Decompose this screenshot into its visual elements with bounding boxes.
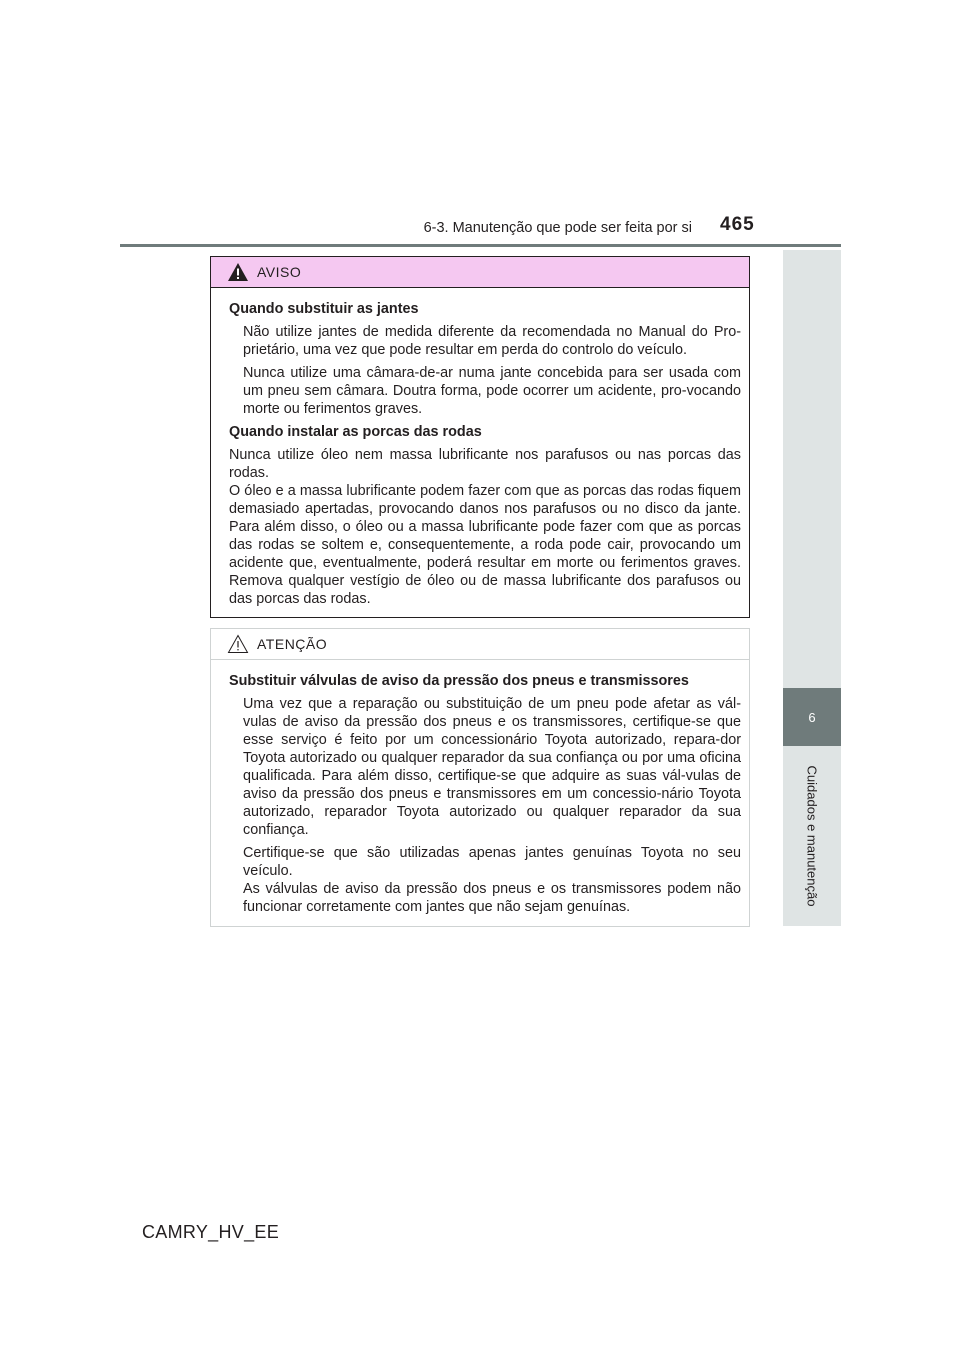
chapter-number: 6 [808,709,816,725]
caution-body [211,660,749,916]
chapter-title: Cuidados e manutenção [804,765,820,907]
warning-paragraph: O óleo e a massa lubrificante podem fazer com que as porcas das rodas fiquem demasiado apertadas, provocando danos nos parafusos ou no disco da jante. Para além disso, o óleo ou a massa lubrificante pode fazer com que as porcas das rodas se soltem e, consequentemente, a roda pode cair, provocando um acidente que, eventualmente, poderá resultar em morte ou ferimentos graves. Remova qualquer vestígio de óleo ou de massa lubrificante dos parafusos ou das porcas das rodas. [229,483,741,607]
caution-paragraph: As válvulas de aviso da pressão dos pneus e os transmissores podem não funcionar corretamente com jantes que não sejam genuínas. [243,881,741,915]
caution-header [211,629,749,660]
caution-paragraph: Certifique-se que são utilizadas apenas jantes genuínas Toyota no seu veículo. [243,845,741,879]
document-code: CAMRY_HV_EE [142,1222,280,1242]
warning-triangle-filled-icon [227,262,249,282]
warning-section-title: Quando substituir as jantes [229,301,419,317]
warning-header [211,257,749,288]
section-header: 6-3. Manutenção que pode ser feita por si [423,220,692,236]
warning-paragraph: Nunca utilize óleo nem massa lubrificante nos parafusos ou nas porcas das rodas. [229,447,741,481]
chapter-tab[interactable] [783,688,841,746]
header-divider [120,244,841,247]
caution-paragraph: Uma vez que a reparação ou substituição de um pneu pode afetar as vál-vulas de aviso da pressão dos pneus e os transmissores, certifique-se que esse serviço é feito por um concessionário Toyota autorizado, repara-dor Toyota autorizado ou qualquer reparador da sua confiança ou por uma oficina qualificada. Para além disso, certifique-se que adquire as suas vál-vulas de aviso da pressão dos pneus e transmissores em um concessio-nário Toyota autorizado, reparador Toyota autorizado ou qualquer reparador da sua confiança. [243,696,741,838]
caution-section-title: Substituir válvulas de aviso da pressão dos pneus e transmissores [229,673,689,689]
warning-label: AVISO [257,264,302,280]
caution-box [210,628,750,927]
warning-section-title: Quando instalar as porcas das rodas [229,424,482,440]
warning-body [211,288,749,608]
warning-box [210,256,750,618]
caution-label: ATENÇÃO [257,636,328,652]
warning-triangle-outline-icon [227,634,249,654]
warning-paragraph: Não utilize jantes de medida diferente da recomendada no Manual do Pro-prietário, uma vez que pode resultar em perda do controlo do veículo. [243,324,741,358]
page-number: 465 [720,214,755,235]
warning-paragraph: Nunca utilize uma câmara-de-ar numa jante concebida para ser usada com um pneu sem câmara. Doutra forma, pode ocorrer um acidente, pro-vocando morte ou ferimentos graves. [243,365,741,417]
